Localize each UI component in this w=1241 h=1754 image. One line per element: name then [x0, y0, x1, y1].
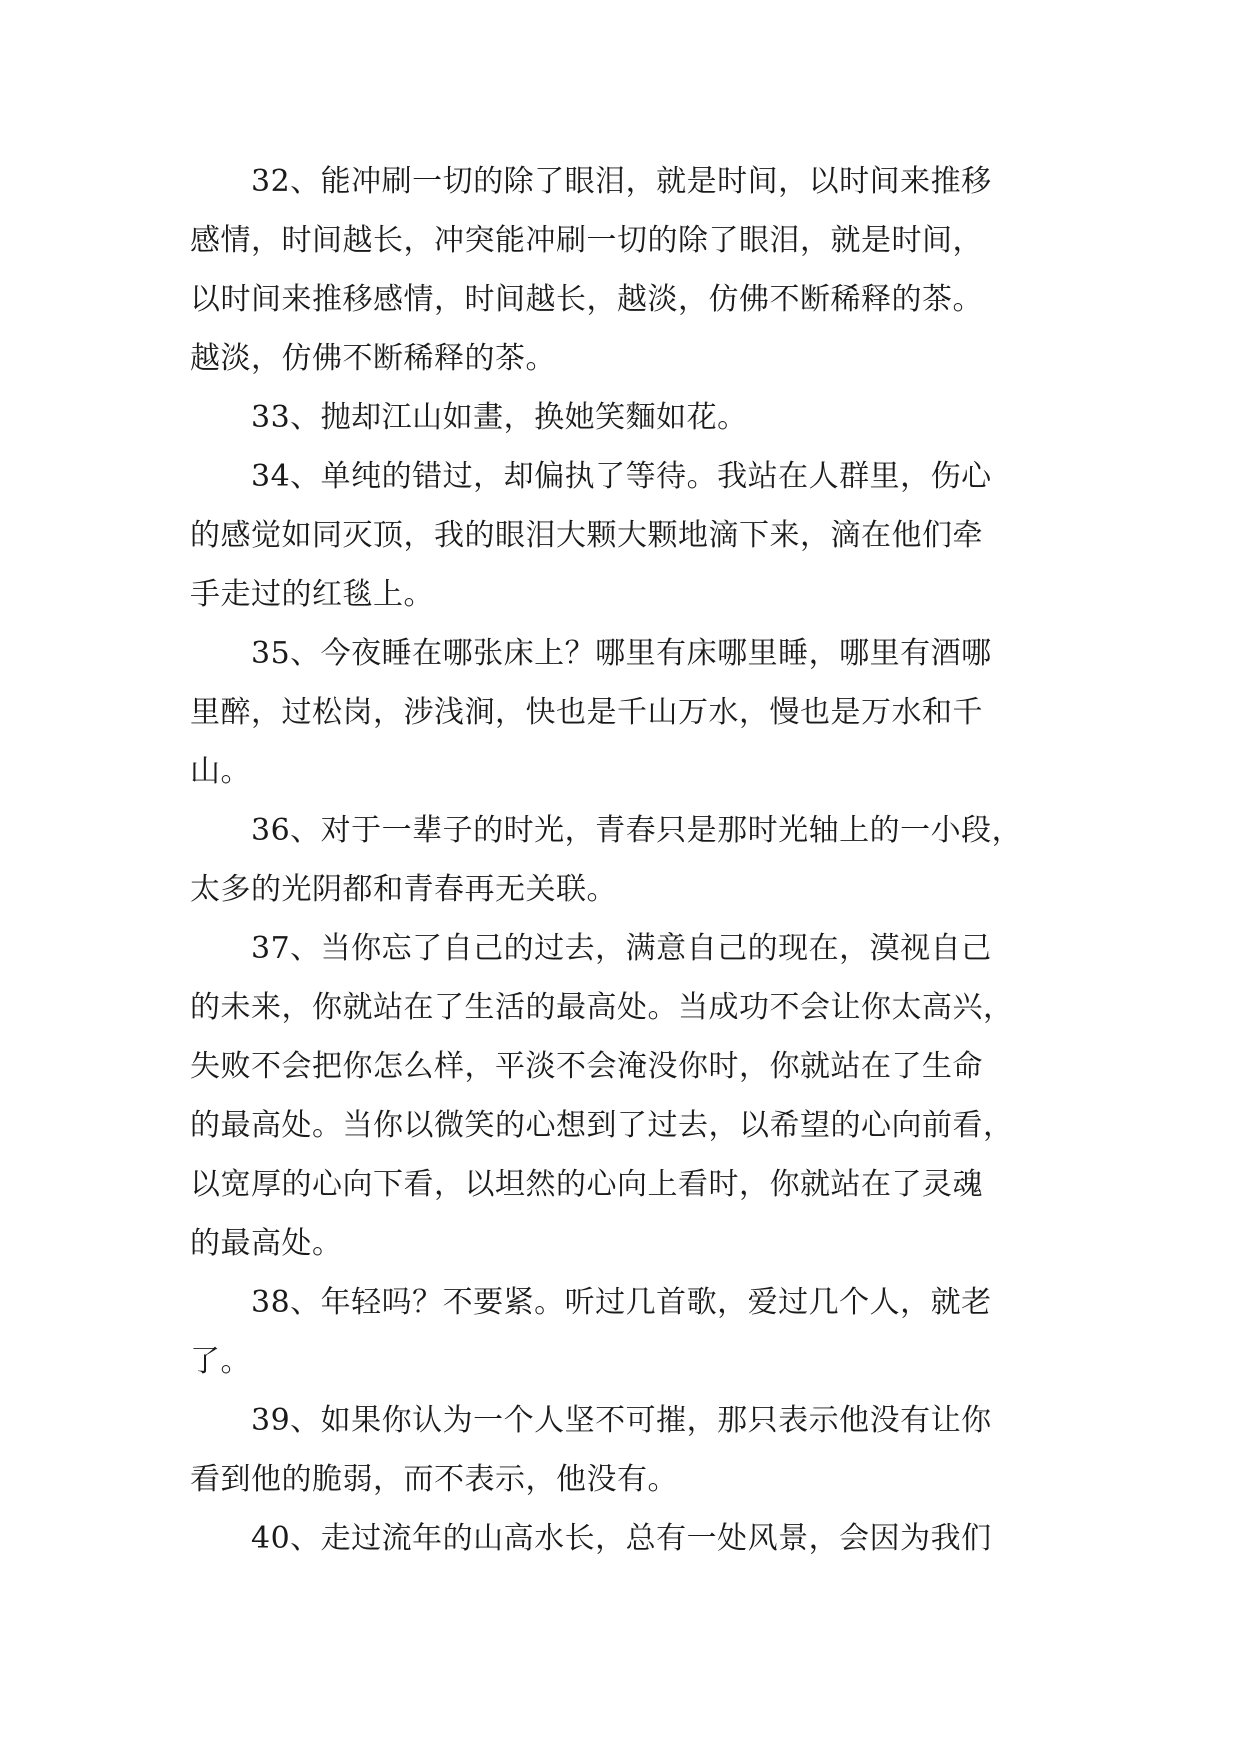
text-line: 手走过的红毯上。 [190, 577, 434, 612]
text-line: 37、当你忘了自己的过去，满意自己的现在，漠视自己 [190, 931, 992, 966]
text-line: 的最高处。 [190, 1226, 343, 1261]
text-line: 失败不会把你怎么样，平淡不会淹没你时，你就站在了生命 [190, 1049, 983, 1084]
text-line: 以宽厚的心向下看，以坦然的心向上看时，你就站在了灵魂 [190, 1167, 983, 1202]
text-line: 39、如果你认为一个人坚不可摧，那只表示他没有让你 [190, 1403, 992, 1438]
text-line: 32、能冲刷一切的除了眼泪，就是时间，以时间来推移 [190, 164, 992, 199]
text-line: 里醉，过松岗，涉浅涧，快也是千山万水，慢也是万水和千 [190, 695, 983, 730]
text-line: 33、抛却江山如畫，换她笑麵如花。 [190, 400, 748, 435]
text-line: 36、对于一辈子的时光，青春只是那时光轴上的一小段， [190, 813, 1023, 848]
text-line: 了。 [190, 1344, 251, 1379]
text-line: 太多的光阴都和青春再无关联。 [190, 872, 617, 907]
text-line: 的感觉如同灭顶，我的眼泪大颗大颗地滴下来，滴在他们牵 [190, 518, 983, 553]
text-line: 感情，时间越长，冲突能冲刷一切的除了眼泪，就是时间， [190, 223, 983, 258]
text-line: 山。 [190, 754, 251, 789]
text-line: 越淡，仿佛不断稀释的茶。 [190, 341, 556, 376]
text-line: 的最高处。当你以微笑的心想到了过去，以希望的心向前看， [190, 1108, 1014, 1143]
text-line: 看到他的脆弱，而不表示，他没有。 [190, 1462, 678, 1497]
text-line: 35、今夜睡在哪张床上？哪里有床哪里睡，哪里有酒哪 [190, 636, 992, 671]
text-line: 以时间来推移感情，时间越长，越淡，仿佛不断稀释的茶。 [190, 282, 983, 317]
text-line: 38、年轻吗？不要紧。听过几首歌，爱过几个人，就老 [190, 1285, 992, 1320]
text-line: 34、单纯的错过，却偏执了等待。我站在人群里，伤心 [190, 459, 992, 494]
text-line: 40、走过流年的山高水长，总有一处风景，会因为我们 [190, 1521, 992, 1556]
text-line: 的未来，你就站在了生活的最高处。当成功不会让你太高兴， [190, 990, 1014, 1025]
